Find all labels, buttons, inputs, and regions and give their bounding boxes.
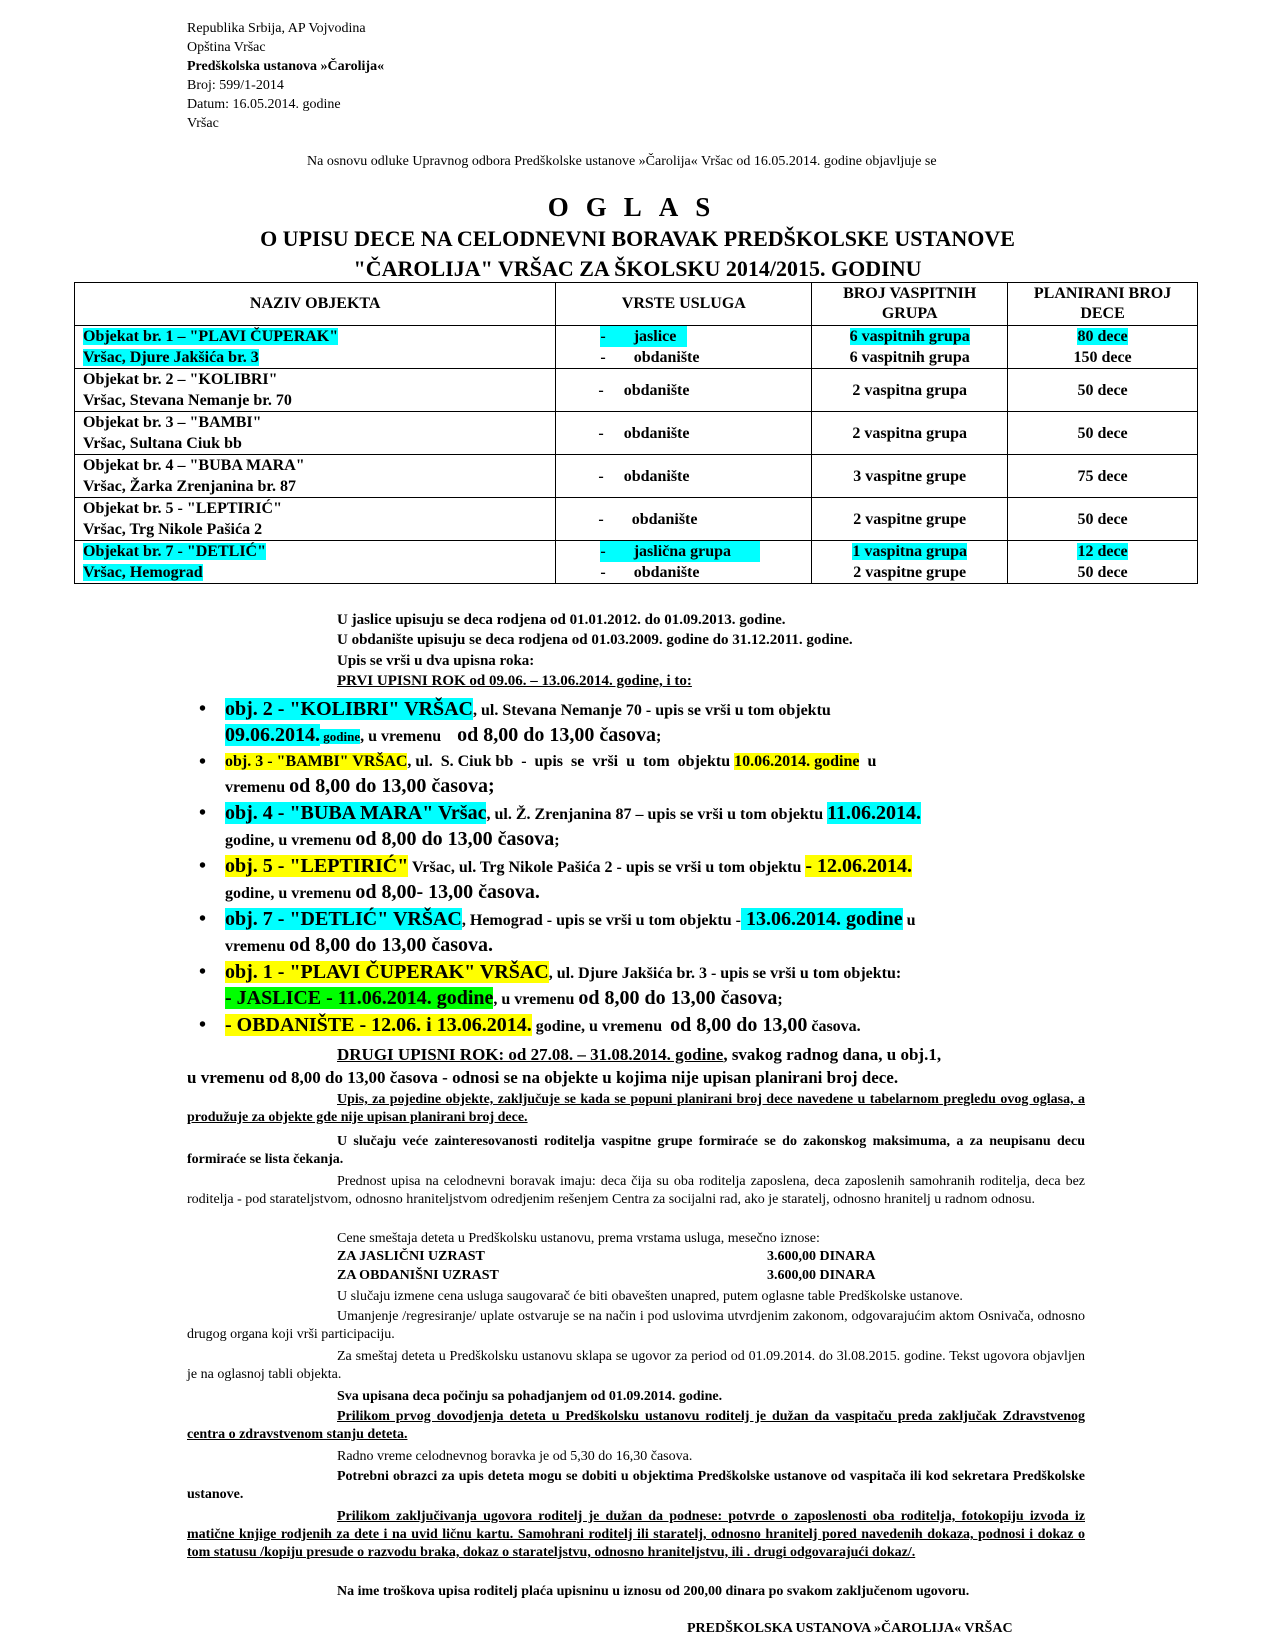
- paragraph-price-change: U slučaju izmene cena usluga saugovarač će biti obavešten unapred, putem oglasne table Predškolske ustanove.: [337, 1289, 963, 1304]
- service-cell: - obdanište: [556, 369, 812, 412]
- facility-name: Objekat br. 1 – "PLAVI ČUPERAK": [83, 328, 339, 345]
- children-cell: [1008, 541, 1198, 584]
- schedule-text: ;: [656, 728, 662, 745]
- groups-cell: 3 vaspitne grupe: [812, 455, 1008, 498]
- facility-name-cell: [75, 412, 556, 455]
- schedule-text: , ul. Djure Jakšića br. 3 - upis se vrši u tom objektu:: [548, 965, 902, 982]
- children-cell: [1008, 326, 1198, 369]
- schedule-object: obj. 1 - "PLAVI ČUPERAK" VRŠAC: [225, 961, 549, 983]
- facility-name-cell: [75, 498, 556, 541]
- table-row: [75, 455, 1198, 498]
- letterhead: [187, 19, 384, 133]
- schedule-time: od 8,00 do 13,00 časova: [578, 987, 778, 1009]
- schedule-text: , u vremenu: [360, 728, 458, 745]
- schedule-date: - JASLICE - 11.06.2014. godine: [225, 987, 494, 1009]
- facility-name-cell: [75, 326, 556, 369]
- list-item: [225, 697, 1085, 749]
- table-row: [75, 412, 1198, 455]
- facility-name: Objekat br. 4 – "BUBA MARA": [83, 457, 305, 474]
- schedule-time: od 8,00 do 13,00 časova: [355, 828, 555, 850]
- facility-address: Vršac, Žarka Zrenjanina br. 87: [83, 478, 297, 495]
- second-period-text: , svakog radnog dana, u obj.1,: [723, 1045, 942, 1064]
- service-item: - jaslice: [600, 326, 687, 347]
- groups-value: 2 vaspitne grupe: [853, 564, 967, 581]
- facilities-table: [74, 282, 1198, 584]
- schedule-text: vremenu: [225, 938, 290, 955]
- list-item: [225, 801, 1085, 853]
- children-cell: 50 dece: [1008, 498, 1198, 541]
- letterhead-municipality: Opština Vršac: [187, 40, 266, 55]
- list-item: [225, 907, 1085, 959]
- facility-name-cell: [75, 455, 556, 498]
- second-period: [337, 1045, 941, 1065]
- signature: PREDŠKOLSKA USTANOVA »ČAROLIJA« VRŠAC: [687, 1621, 1013, 1636]
- price-kindergarten: [337, 1268, 876, 1284]
- schedule-time: od 8,00 do 13,00: [670, 1014, 808, 1036]
- paragraph-hours: Radno vreme celodnevnog boravka je od 5,30 do 16,30 časova.: [337, 1449, 693, 1464]
- groups-cell: 2 vaspitna grupa: [812, 412, 1008, 455]
- schedule-object: obj. 3 - "BAMBI" VRŠAC: [225, 753, 408, 770]
- table-header: NAZIV OBJEKTA: [75, 283, 556, 326]
- schedule-time: od 8,00- 13,00 časova.: [355, 881, 540, 903]
- schedule-date: - OBDANIŠTE - 12.06. i 13.06.2014.: [225, 1014, 532, 1036]
- schedule-text: vremenu: [225, 779, 290, 796]
- service-cell: - obdanište: [556, 498, 812, 541]
- letterhead-number: Broj: 599/1-2014: [187, 78, 284, 93]
- table-row: [75, 369, 1198, 412]
- schedule-object: obj. 7 - "DETLIĆ" VRŠAC: [225, 908, 462, 930]
- schedule-text: , Hemograd - upis se vrši u tom objektu -: [461, 912, 741, 929]
- schedule-object: obj. 4 - "BUBA MARA" Vršac: [225, 802, 487, 824]
- schedule-text: ;: [777, 991, 783, 1008]
- enroll-kindergarten-dates: U obdanište upisuju se deca rodjena od 01.03.2009. godine do 31.12.2011. godine.: [337, 632, 853, 648]
- list-item: [225, 750, 1085, 800]
- facility-name: Objekat br. 2 – "KOLIBRI": [83, 371, 278, 388]
- facility-address: Vršac, Djure Jakšića br. 3: [83, 349, 259, 366]
- facility-address: Vršac, Trg Nikole Pašića 2: [83, 521, 263, 538]
- paragraph-forms: Potrebni obrazci za upis deteta mogu se dobiti u objektima Predškolske ustanove od vaspitača ili kod sekretara Predškolske ustanove.: [187, 1469, 1085, 1502]
- schedule-date: 09.06.2014.: [225, 724, 320, 746]
- facility-name: Objekat br. 3 – "BAMBI": [83, 414, 262, 431]
- service-cell: - obdanište: [556, 455, 812, 498]
- table-row: [75, 326, 1198, 369]
- schedule-text: godine, u vremenu: [531, 1018, 671, 1035]
- paragraph-discount: Umanjenje /regresiranje/ uplate ostvaruje se na način i pod uslovima utvrdjenim zakonom, odgovarajućim aktom Osnivača, odnosno drugog organa koji vrši participaciju.: [187, 1309, 1085, 1342]
- intro-line: Na osnovu odluke Upravnog odbora Predškolske ustanove »Čarolija« Vršac od 16.05.2014. godine objavljuje se: [307, 154, 937, 169]
- price-value: 3.600,00 DINARA: [767, 1268, 876, 1283]
- schedule-date: - 12.06.2014.: [805, 855, 913, 877]
- schedule-text: u: [859, 753, 877, 770]
- schedule-text: godine: [320, 729, 361, 744]
- schedule-list: [225, 697, 1085, 1040]
- facility-name: Objekat br. 5 - "LEPTIRIĆ": [83, 500, 282, 517]
- price-nursery: [337, 1249, 876, 1265]
- list-item: [225, 1013, 1085, 1039]
- letterhead-institution: Predškolska ustanova »Čarolija«: [187, 59, 385, 74]
- table-header-row: [75, 283, 1198, 326]
- schedule-text: godine, u vremenu: [225, 832, 356, 849]
- paragraph-priority: Prednost upisa na celodnevni boravak imaju: deca čija su oba roditelja zaposlena, deca zaposlenih samohranih roditelja, deca bez roditelja - pod starateljstvom, odnosno hraniteljstvom odredjenim rešenjem Centra za socijalni rad, ako je staratelj, odnosno hranitelj u radnom odnosu.: [187, 1174, 1085, 1207]
- list-item: [225, 960, 1085, 1012]
- groups-cell: 2 vaspitne grupe: [812, 498, 1008, 541]
- facility-name: Objekat br. 7 - "DETLIĆ": [83, 543, 266, 560]
- facility-address: Vršac, Sultana Ciuk bb: [83, 435, 242, 452]
- children-cell: 50 dece: [1008, 412, 1198, 455]
- children-value: 150 dece: [1073, 349, 1132, 366]
- schedule-text: Vršac, ul. Trg Nikole Pašića 2 - upis se vrši u tom objektu: [408, 859, 806, 876]
- schedule-time: od 8,00 do 13,00 časova.: [289, 934, 494, 956]
- paragraph-contract: Za smeštaj deteta u Predškolsku ustanovu sklapa se ugovor za period od 01.09.2014. do 3l.08.2015. godine. Tekst ugovora objavljen je na oglasnoj tabli objekta.: [187, 1349, 1085, 1382]
- facility-address: Vršac, Stevana Nemanje br. 70: [83, 392, 292, 409]
- service-cell: [556, 541, 812, 584]
- letterhead-date: Datum: 16.05.2014. godine: [187, 97, 341, 112]
- second-period-heading: DRUGI UPISNI ROK: od 27.08. – 31.08.2014. godine: [337, 1045, 724, 1064]
- list-item: [225, 854, 1085, 906]
- schedule-text: , ul. S. Ciuk bb - upis se vrši u tom objektu: [407, 753, 735, 770]
- document-subtitle-2: "ČAROLIJA" VRŠAC ZA ŠKOLSKU 2014/2015. GODINU: [353, 256, 922, 281]
- schedule-object: obj. 2 - "KOLIBRI" VRŠAC: [225, 698, 473, 720]
- table-header: VRSTE USLUGA: [556, 283, 812, 326]
- enroll-nursery-dates: U jaslice upisuju se deca rodjena od 01.01.2012. do 01.09.2013. godine.: [337, 612, 786, 628]
- paragraph-closing: Upis, za pojedine objekte, zaključuje se kada se popuni planirani broj dece navedene u tabelarnom pregledu ovog oglasa, a produžuje za objekte gde nije upisan planirani broj dece.: [187, 1092, 1085, 1125]
- table-header: PLANIRANI BROJ DECE: [1008, 283, 1198, 326]
- facility-name-cell: [75, 369, 556, 412]
- table-header: BROJ VASPITNIH GRUPA: [812, 283, 1008, 326]
- groups-cell: [812, 326, 1008, 369]
- schedule-date: 13.06.2014. godine: [740, 908, 903, 930]
- schedule-time: od 8,00 do 13,00 časova;: [289, 775, 495, 797]
- paragraph-prices: Cene smeštaja deteta u Predškolsku ustanovu, prema vrstama usluga, mesečno iznose:: [337, 1231, 820, 1246]
- letterhead-country: Republika Srbija, AP Vojvodina: [187, 21, 366, 36]
- children-cell: 50 dece: [1008, 369, 1198, 412]
- children-cell: 75 dece: [1008, 455, 1198, 498]
- schedule-text: , ul. Stevana Nemanje 70 - upis se vrši u tom objektu: [473, 702, 831, 719]
- children-value: 50 dece: [1077, 564, 1128, 581]
- schedule-date: 11.06.2014.: [827, 802, 922, 824]
- children-value: 12 dece: [1077, 543, 1128, 560]
- groups-cell: 2 vaspitna grupa: [812, 369, 1008, 412]
- service-cell: [556, 326, 812, 369]
- document-title: OGLAS: [547, 192, 728, 222]
- schedule-text: godine, u vremenu: [225, 885, 356, 902]
- document-subtitle-1: O UPISU DECE NA CELODNEVNI BORAVAK PREDŠKOLSKE USTANOVE: [260, 226, 1015, 251]
- letterhead-city: Vršac: [187, 116, 219, 131]
- second-period-note: u vremenu od 8,00 do 13,00 časova - odnosi se na objekte u kojima nije upisan planirani broj dece.: [187, 1068, 899, 1087]
- schedule-object: obj. 5 - "LEPTIRIĆ": [225, 855, 409, 877]
- facility-name-cell: [75, 541, 556, 584]
- paragraph-start: Sva upisana deca počinju sa pohadjanjem od 01.09.2014. godine.: [337, 1389, 723, 1404]
- groups-value: 6 vaspitnih grupa: [849, 349, 970, 366]
- price-value: 3.600,00 DINARA: [767, 1249, 876, 1264]
- table-row: [75, 498, 1198, 541]
- schedule-text: u: [902, 912, 916, 929]
- groups-value: 1 vaspitna grupa: [852, 543, 968, 560]
- service-item: - obdanište: [600, 349, 700, 366]
- first-period-heading: PRVI UPISNI ROK od 09.06. – 13.06.2014. godine, i to:: [337, 673, 692, 689]
- schedule-text: , ul. Ž. Zrenjanina 87 – upis se vrši u tom objektu: [486, 806, 828, 823]
- groups-value: 6 vaspitnih grupa: [849, 328, 970, 345]
- paragraph-documents: Prilikom zaključivanja ugovora roditelj je dužan da podnese: potvrde o zaposlenosti oba roditelja, fotokopiju izvoda iz matične knjige rodjenih za dete i na uvid ličnu kartu. Samohrani roditelj ili staratelj, odnosno hranitelj pored navedenih dokaza, podnosi i dokaz o tom statusu /kopiju presude o razvodu braka, dokaz o starateljstvu, odnosno hraniteljstvu, ili . drugi odgovarajući dokaz/.: [187, 1509, 1085, 1560]
- facility-address: Vršac, Hemograd: [83, 564, 203, 581]
- enroll-periods: Upis se vrši u dva upisna roka:: [337, 653, 535, 669]
- schedule-text: , u vremenu: [493, 991, 579, 1008]
- schedule-text: časova.: [807, 1018, 861, 1035]
- children-value: 80 dece: [1077, 328, 1128, 345]
- schedule-date: 10.06.2014. godine: [734, 753, 860, 770]
- paragraph-fee: Na ime troškova upisa roditelj plaća upisninu u iznosu od 200,00 dinara po svakom zaključenom ugovoru.: [337, 1584, 970, 1599]
- schedule-time: od 8,00 do 13,00 časova: [457, 724, 657, 746]
- price-label: ZA JASLIČNI UZRAST: [337, 1249, 485, 1264]
- service-cell: - obdanište: [556, 412, 812, 455]
- paragraph-groups: U slučaju veće zainteresovanosti roditelja vaspitne grupe formiraće se do zakonskog maksimuma, a za neupisanu decu formiraće se lista čekanja.: [187, 1134, 1085, 1167]
- service-item: - obdanište: [600, 564, 700, 581]
- table-row: [75, 541, 1198, 584]
- price-label: ZA OBDANIŠNI UZRAST: [337, 1268, 499, 1283]
- paragraph-medical: Prilikom prvog dovodjenja deteta u Predškolsku ustanovu roditelj je dužan da vaspitaču preda zaključak Zdravstvenog centra o zdravstvenom stanju deteta.: [187, 1409, 1085, 1442]
- service-item: - jaslična grupa: [600, 541, 760, 562]
- groups-cell: [812, 541, 1008, 584]
- schedule-text: ;: [554, 832, 560, 849]
